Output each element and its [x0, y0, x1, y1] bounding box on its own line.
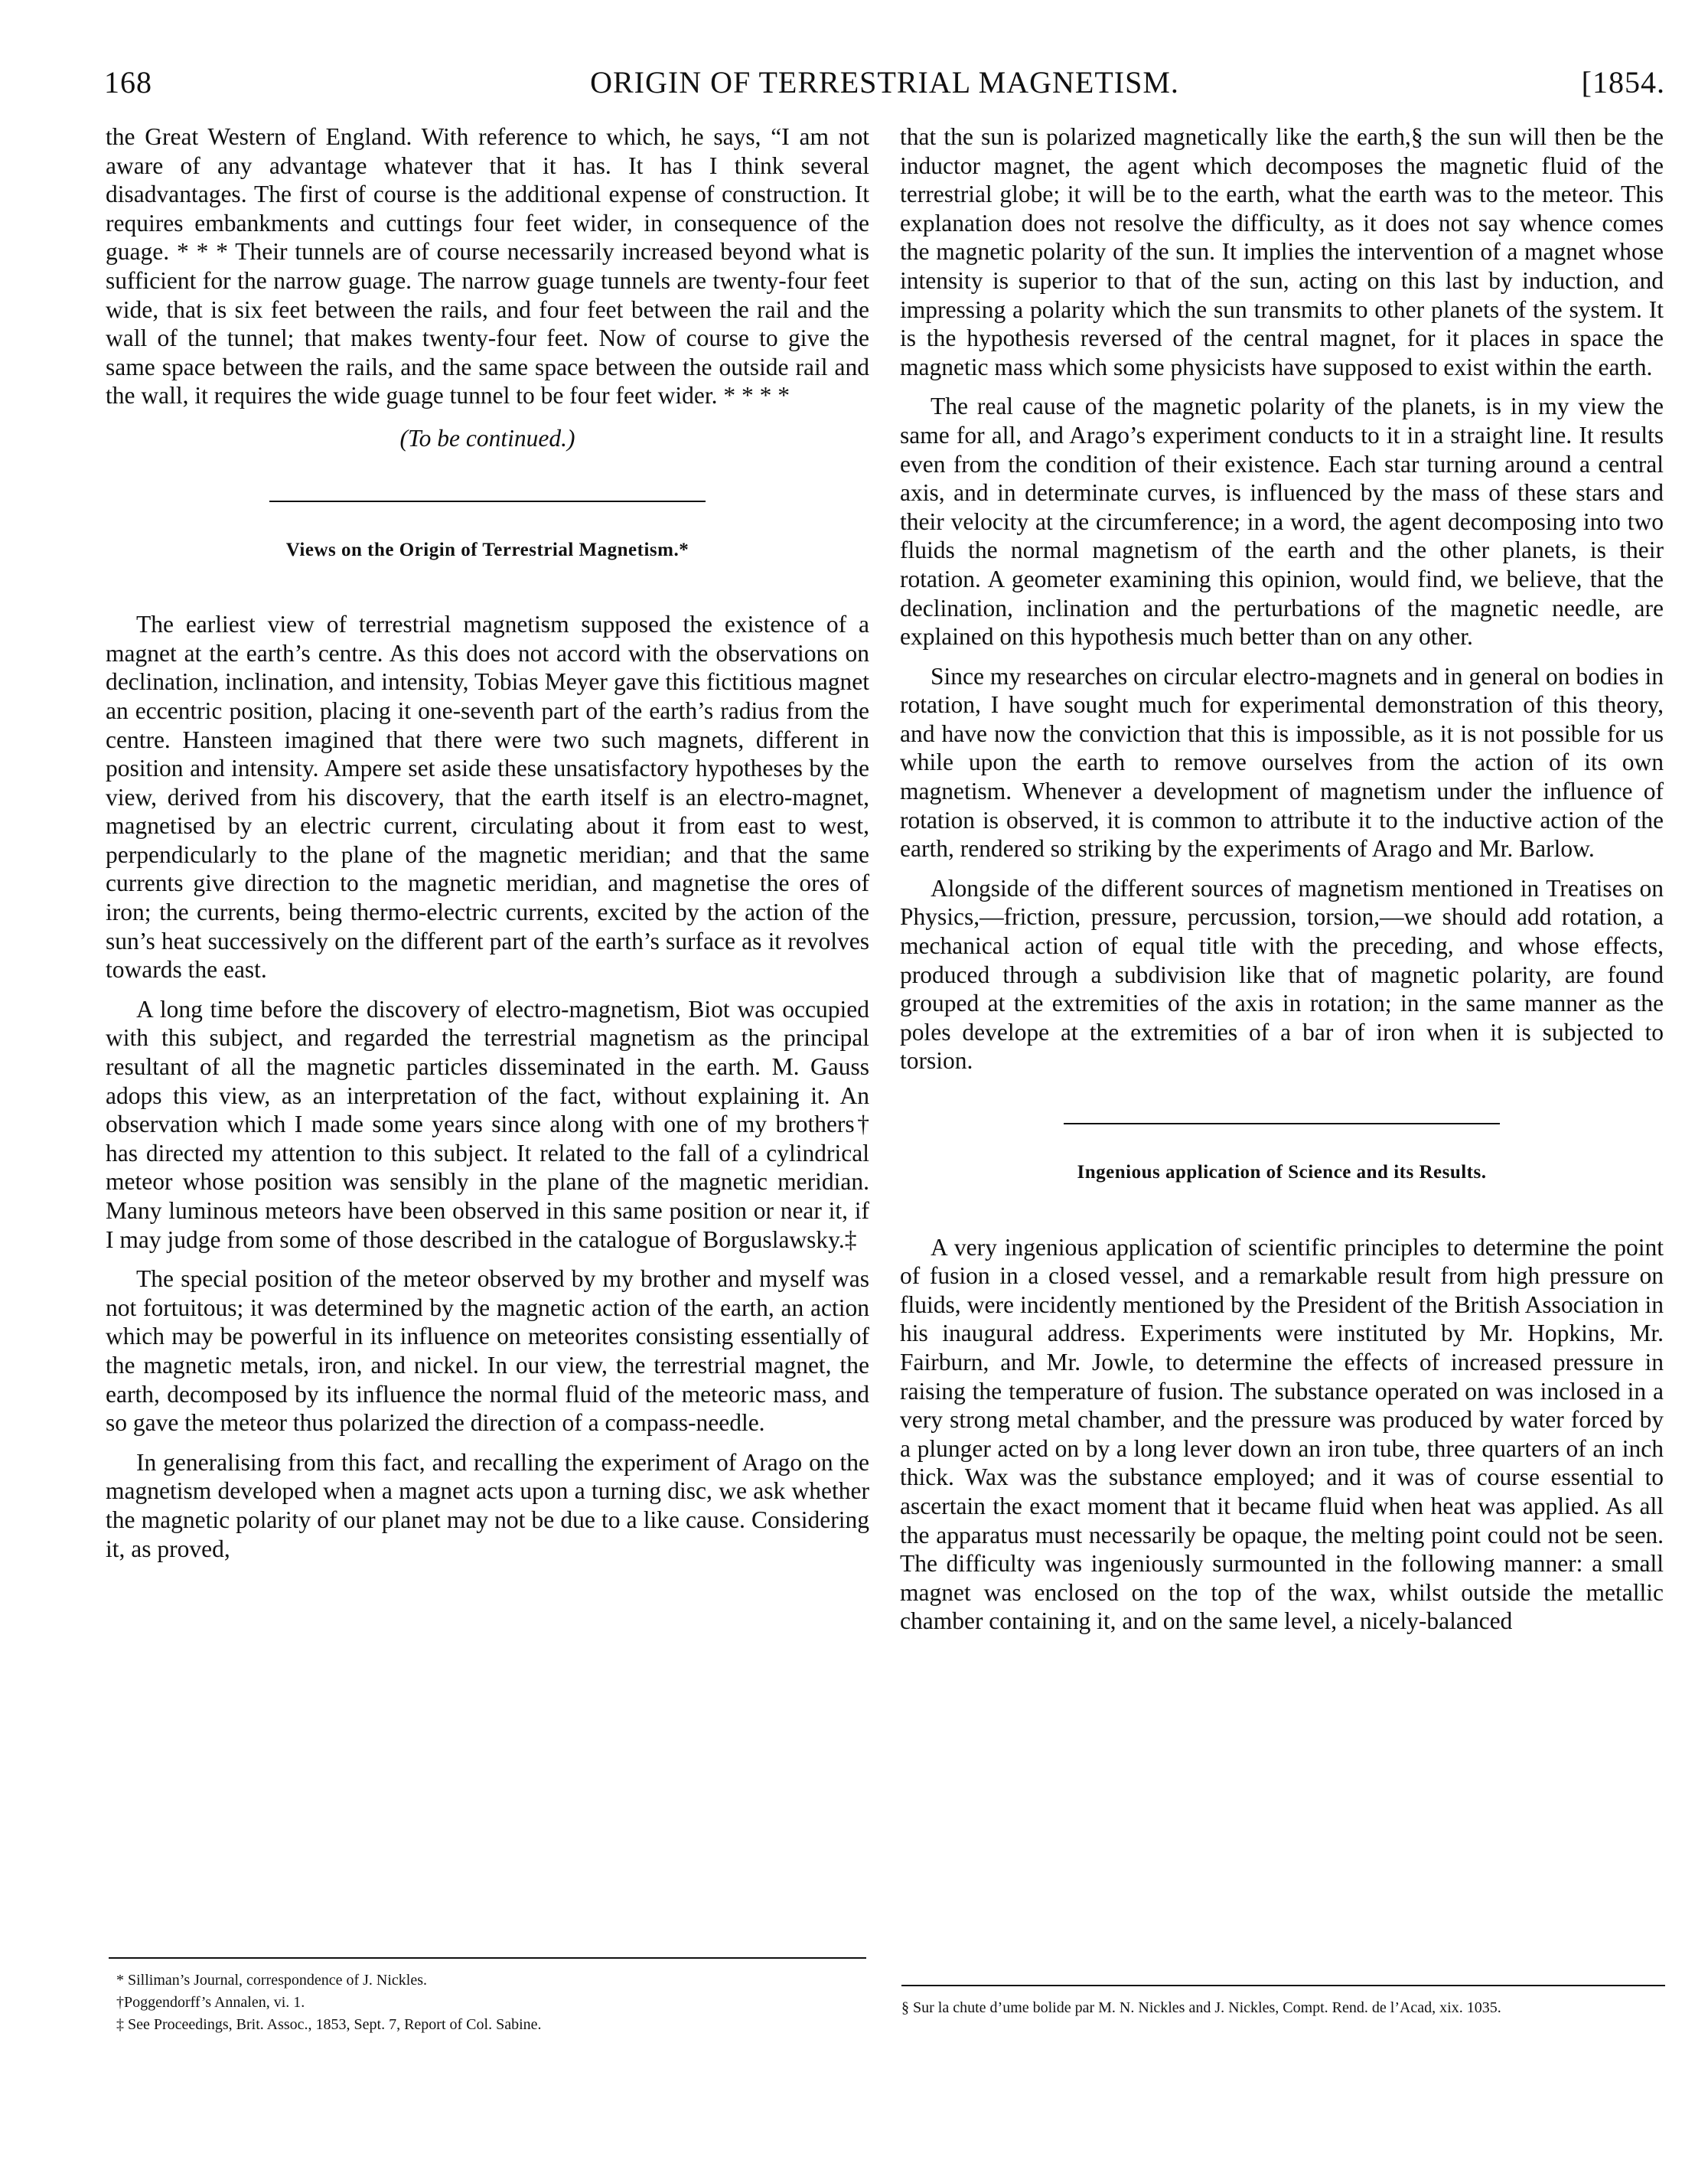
left-column	[106, 122, 869, 1574]
right-column	[900, 122, 1664, 1646]
running-header	[104, 64, 1665, 107]
footnote-rule-left	[109, 1957, 866, 1959]
paragraph: The special position of the meteor observed by my brother and myself was not fortuitous; it was determined by the magnetic action of the earth, an action which may be powerful in its influence on meteorites consisting essentially of the magnetic metals, iron, and nickel. In our view, the terrestrial magnet, the earth, decomposed by its influence the normal fluid of the meteoric mass, and so gave the meteor thus polarized the direction of a compass-needle.	[106, 1265, 869, 1437]
paragraph: In generalising from this fact, and recalling the experiment of Arago on the magnetism developed when a magnet acts upon a turning disc, we ask whether the magnetic polarity of our planet may not be due to a like cause. Considering it, as proved,	[106, 1448, 869, 1562]
section-heading-magnetism: Views on the Origin of Terrestrial Magnetism.*	[285, 539, 689, 560]
paragraph: A long time before the discovery of electro-magnetism, Biot was occupied with this subject, and regarded the terrestrial magnetism as the principal resultant of all the magnetic particles disseminated in the earth. M. Gauss adops this view, as an interpretation of the fact, without explaining it. An observation which I made some years since along with one of my brothers† has directed my attention to this subject. It related to the fall of a cylindrical meteor whose position was sensibly in the plane of the magnetic meridian. Many luminous meteors have been observed in this same position or near it, if I may judge from some of those described in the catalogue of Borguslawsky.‡	[106, 995, 869, 1253]
to-be-continued: (To be continued.)	[399, 424, 575, 452]
section-divider	[1064, 1123, 1500, 1124]
footnote: § Sur la chute d’ume bolide par M. N. Nickles and J. Nickles, Compt. Rend. de l’Acad, xix. 1035.	[901, 1999, 1501, 2016]
paragraph: A very ingenious application of scientific principles to determine the point of fusion in a closed vessel, and a remarkable result from high pressure on fluids, were incidently mentioned by the President of the British Association in his inaugural address. Experiments were instituted by Mr. Hopkins, Mr. Fairburn, and Mr. Jowle, to determine the effects of increased pressure in raising the temperature of fusion. The substance operated on was inclosed in a very strong metal chamber, and the pressure was produced by water forced by a plunger acted on by a long lever down an iron tube, three quarters of an inch thick. Wax was the substance employed; and it was of course essential to ascertain the exact moment that it became fluid when heat was applied. As all the apparatus must necessarily be opaque, the melting point could not be seen. The difficulty was ingeniously surmounted in the following manner: a small magnet was enclosed on the top of the wax, whilst outside the metallic chamber containing it, and on the same level, a nicely-balanced	[900, 1233, 1664, 1635]
paragraph: Since my researches on circular electro-magnets and in general on bodies in rotation, I have sought much for experimental demonstration of this theory, and have now the conviction that this is impossible, as it is not possible for us while upon the earth to remove ourselves from the action of its own magnetism. Whenever a development of magnetism under the influence of rotation is observed, it is common to attribute it to the inductive action of the earth, rendered so striking by the experiments of Arago and Mr. Barlow.	[900, 662, 1664, 863]
section-heading-ingenious-application: Ingenious application of Science and its Results.	[1077, 1162, 1487, 1183]
footnote: * Silliman’s Journal, correspondence of J. Nickles.	[116, 1972, 428, 1989]
volume-year: [1854.	[1581, 65, 1665, 100]
paragraph: The real cause of the magnetic polarity of the planets, is in my view the same for all, and Arago’s experiment conducts to it in a straight line. It results even from the condition of their existence. Each star turning around a central axis, and in determinate curves, is influenced by the mass of these stars and their velocity at the circumference; in a word, the agent decomposing into two fluids the normal magnetism of the earth and the other planets, is their rotation. A geometer examining this opinion, would find, we believe, that the declination, inclination and the perturbations of the magnetic needle, are explained on this hypothesis much better than on any other.	[900, 393, 1664, 651]
footnote: ‡ See Proceedings, Brit. Assoc., 1853, Sept. 7, Report of Col. Sabine.	[116, 2016, 542, 2033]
footnote-rule-right	[901, 1985, 1665, 1986]
running-title: ORIGIN OF TERRESTRIAL MAGNETISM.	[590, 65, 1179, 100]
paragraph: The earliest view of terrestrial magnetism supposed the existence of a magnet at the earth’s centre. As this does not accord with the observations on declination, inclination, and intensity, Tobias Meyer gave this fictitious magnet an eccentric position, placing it one-seventh part of the earth’s radius from the centre. Hansteen imagined that there were two such magnets, different in position and intensity. Ampere set aside these unsatisfactory hypotheses by the view, derived from his discovery, that the earth itself is an electro-magnet, magnetised by an electric current, circulating about it from east to west, perpendicularly to the plane of the magnetic meridian; and that the same currents give direction to the magnetic meridian, and magnetise the ores of iron; the currents, being thermo-electric currents, excited by the action of the sun’s heat successively on the different part of the earth’s surface as it revolves towards the east.	[106, 611, 869, 984]
footnotes-left	[116, 1969, 866, 2036]
page-number: 168	[104, 65, 152, 100]
footnotes-right	[901, 1997, 1665, 2019]
continued-paragraph: the Great Western of England. With reference to which, he says, “I am not aware of any advantage whatever that it has. It has I think several disadvantages. The first of course is the additional expense of construction. It requires embankments and cuttings four feet wider, in consequence of the guage. * * * Their tunnels are of course necessarily increased beyond what is sufficient for the narrow guage. The narrow guage tunnels are twenty-four feet wide, that is six feet between the rails, and four feet between the rail and the wall of the tunnel; that makes twenty-four feet. Now of course to give the same space between the rails, and the same space between the outside rail and the wall, it requires the wide guage tunnel to be four feet wider. * * * *	[106, 123, 869, 410]
paragraph: that the sun is polarized magnetically like the earth,§ the sun will then be the inductor magnet, the agent which decomposes the magnetic fluid of the terrestrial globe; it will be to the earth, what the earth was to the meteor. This explanation does not resolve the difficulty, as it does not say whence comes the magnetic polarity of the sun. It implies the intervention of a magnet whose intensity is superior to that of the sun, acting on this last by induction, and impressing a polarity which the sun transmits to other planets of the system. It is the hypothesis reversed of the central magnet, for it places in space the magnetic mass which some physicists have supposed to exist within the earth.	[900, 123, 1664, 380]
footnote: †Poggendorff’s Annalen, vi. 1.	[116, 1994, 305, 2011]
section-divider	[269, 501, 706, 502]
paragraph: Alongside of the different sources of magnetism mentioned in Treatises on Physics,—friction, pressure, percussion, torsion,—we should add rotation, a mechanical action of equal title with the preceding, and whose effects, produced through a subdivision like that of magnetic polarity, are found grouped at the extremities of the axis in rotation; in the same manner as the poles develope at the extremities of a bar of iron when it is subjected to torsion.	[900, 874, 1664, 1075]
